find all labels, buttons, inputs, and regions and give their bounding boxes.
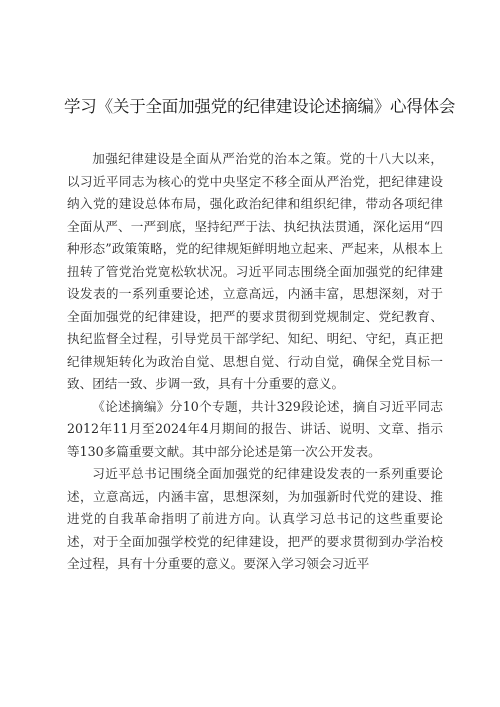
page-title: 学习《关于全面加强党的纪律建设论述摘编》心得体会 xyxy=(64,97,456,116)
paragraph-3: 习近平总书记围绕全面加强党的纪律建设发表的一系列重要论述，立意高远，内涵丰富，思想深刻，为加强新时代党的建设、推进党的自我革命指明了前进方向。认真学习总书记的这些重要论述，对于全面加强学校党的纪律建设，把严的要求贯彻到办学治校全过程，具有十分重要的意义。要深入学习领会习近平 xyxy=(67,466,443,571)
paragraph-1: 加强纪律建设是全面从严治党的治本之策。党的十八大以来，以习近平同志为核心的党中央坚定不移全面从严治党，把纪律建设纳入党的建设总体布局，强化政治纪律和组织纪律，带动各项纪律全面从严、一严到底，坚持纪严于法、执纪执法贯通，深化运用“四种形态”政策策略，党的纪律规矩鲜明地立起来、严起来，从根本上扭转了管党治党宽松软状况。习近平同志围绕全面加强党的纪律建设发表的一系列重要论述，立意高远，内涵丰富，思想深刻，对于全面加强党的纪律建设，把严的要求贯彻到党规制定、党纪教育、执纪监督全过程，引导党员干部学纪、知纪、明纪、守纪，真正把纪律规矩转化为政治自觉、思想自觉、行动自觉，确保全党目标一致、团结一致、步调一致，具有十分重要的意义。 xyxy=(67,151,443,391)
paragraph-2: 《论述摘编》分10个专题，共计329段论述，摘自习近平同志2012年11月至2024年4月期间的报告、讲话、说明、文章、指示等130多篇重要文献。其中部分论述是第一次公开发表。 xyxy=(67,398,443,459)
document-body xyxy=(67,148,443,576)
